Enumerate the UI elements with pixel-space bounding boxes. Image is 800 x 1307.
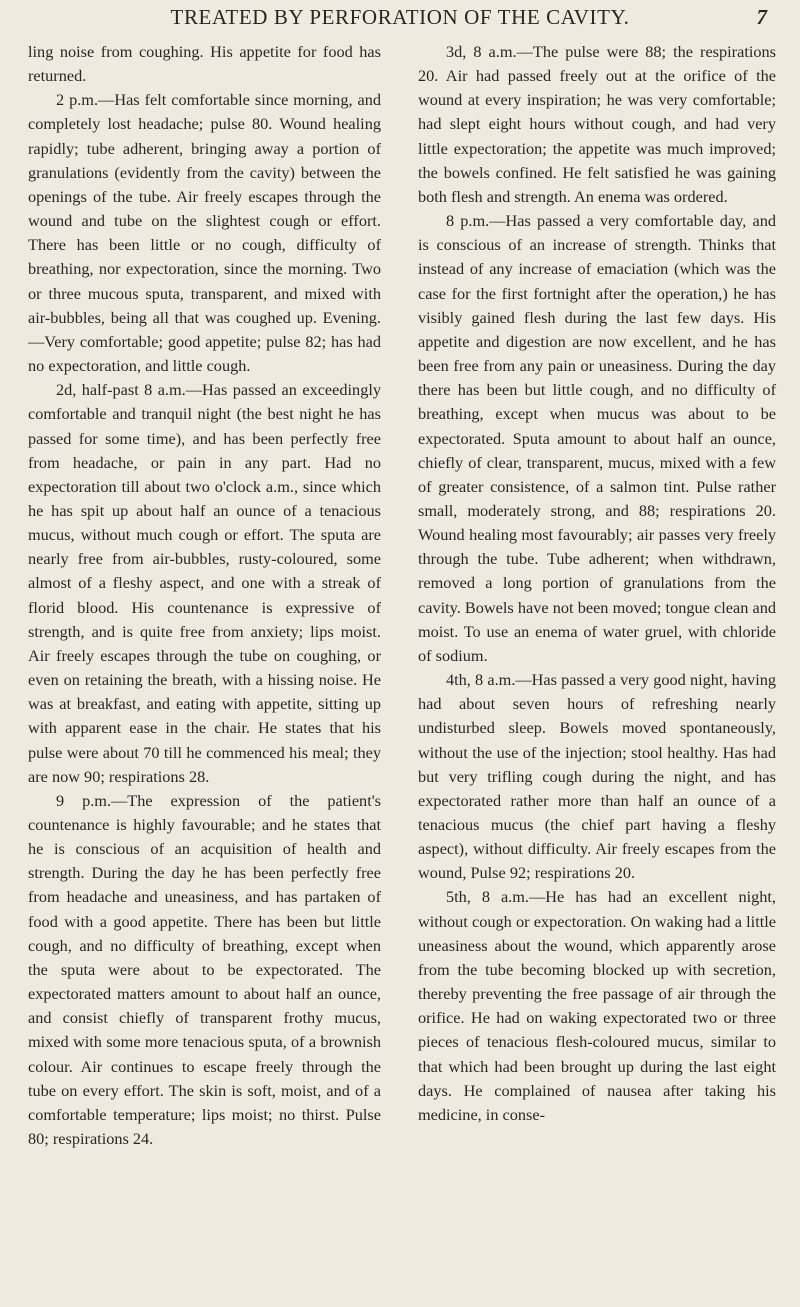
paragraph: 8 p.m.—Has passed a very comfortable day, and is conscious of an increase of strength. Thinks that instead of any increase of emaciation (which was the case for the first fortnight after the operation,) he has visibly gained flesh during the last few days. His appetite and digestion are now excellent, and he has been free from any pain or uneasiness. During the day there has been but little cough, and no difficulty of breathing, except when mucus was about to be expectorated. Sputa amount to about half an ounce, chiefly of clear, transparent, mucus, mixed with a few of greater consistence, of a salmon tint. Pulse rather small, moderately strong, and 88; respirations 20. Wound healing most favourably; air passes very freely through the tube. Tube adherent; when withdrawn, removed a long portion of granulations from the cavity. Bowels have not been moved; tongue clean and moist. To use an enema of water gruel, with chloride of sodium. [418, 211, 776, 665]
paragraph: 5th, 8 a.m.—He has had an excellent night, without cough or expectoration. On waking had a little uneasiness about the wound, which apparently arose from the tube becoming blocked up with secretion, thereby preventing the free passage of air through the orifice. He had on waking expectorated two or three pieces of tenacious flesh-coloured mucus, similar to that which had been brought up during the last eight days. He complained of nausea after taking his medicine, in conse- [418, 887, 776, 1124]
left-column [28, 40, 381, 1151]
page-number: 7 [756, 5, 767, 29]
paragraph: ling noise from coughing. His appetite for food has returned. [28, 42, 381, 86]
right-column [418, 40, 776, 1127]
running-head: TREATED BY PERFORATION OF THE CAVITY. [170, 5, 630, 29]
paragraph: 3d, 8 a.m.—The pulse were 88; the respirations 20. Air had passed freely out at the orifice of the wound at every inspiration; he was very comfortable; had slept eight hours without cough, and had very little expectoration; the appetite was much improved; the bowels confined. He felt satisfied he was gaining both flesh and strength. An enema was ordered. [418, 42, 776, 206]
paragraph: 2 p.m.—Has felt comfortable since morning, and completely lost headache; pulse 80. Wound healing rapidly; tube adherent, bringing away a portion of granulations (evidently from the cavity) between the openings of the tube. Air freely escapes through the wound and tube on the slightest cough or effort. There has been little or no cough, difficulty of breathing, nor expectoration, since the morning. Two or three mucous sputa, transparent, and mixed with air-bubbles, being all that was coughed up. Evening.—Very comfortable; good appetite; pulse 82; has had no expectoration, and little cough. [28, 90, 381, 376]
paragraph: 2d, half-past 8 a.m.—Has passed an exceedingly comfortable and tranquil night (the best night he has passed for some time), and has been perfectly free from headache, or pain in any part. Had no expectoration till about two o'clock a.m., since which he has spit up about half an ounce of a tenacious mucus, without much cough or effort. The sputa are nearly free from air-bubbles, rusty-coloured, some almost of a fleshy aspect, and one with a streak of florid blood. His countenance is expressive of strength, and is quite free from anxiety; lips moist. Air freely escapes through the tube on coughing, or even on retaining the breath, with a hissing noise. He was at breakfast, and eating with appetite, sitting up with apparent ease in the chair. He states that his pulse were about 70 till he commenced his meal; they are now 90; respirations 28. [28, 380, 381, 786]
page-header [0, 4, 800, 34]
paragraph: 4th, 8 a.m.—Has passed a very good night, having had about seven hours of refreshing nearly undisturbed sleep. Bowels moved spontaneously, without the use of the injection; stool healthy. Has had but very trifling cough during the night, and has expectorated rather more than half an ounce of a tenacious mucus (the chief part having a fleshy aspect), without difficulty. Air freely escapes from the wound, Pulse 92; respirations 20. [418, 670, 776, 883]
paragraph: 9 p.m.—The expression of the patient's countenance is highly favourable; and he states that he is conscious of an acquisition of health and strength. During the day he has been perfectly free from headache and uneasiness, and has partaken of food with a good appetite. There has been but little cough, and no difficulty of breathing, except when the sputa were about to be expectorated. The expectorated matters amount to about half an ounce, and consist chiefly of transparent frothy mucus, mixed with some more tenacious sputa, of a brownish colour. Air continues to escape freely through the tube on every effort. The skin is soft, moist, and of a comfortable temperature; lips moist; no thirst. Pulse 80; respirations 24. [28, 790, 381, 1149]
